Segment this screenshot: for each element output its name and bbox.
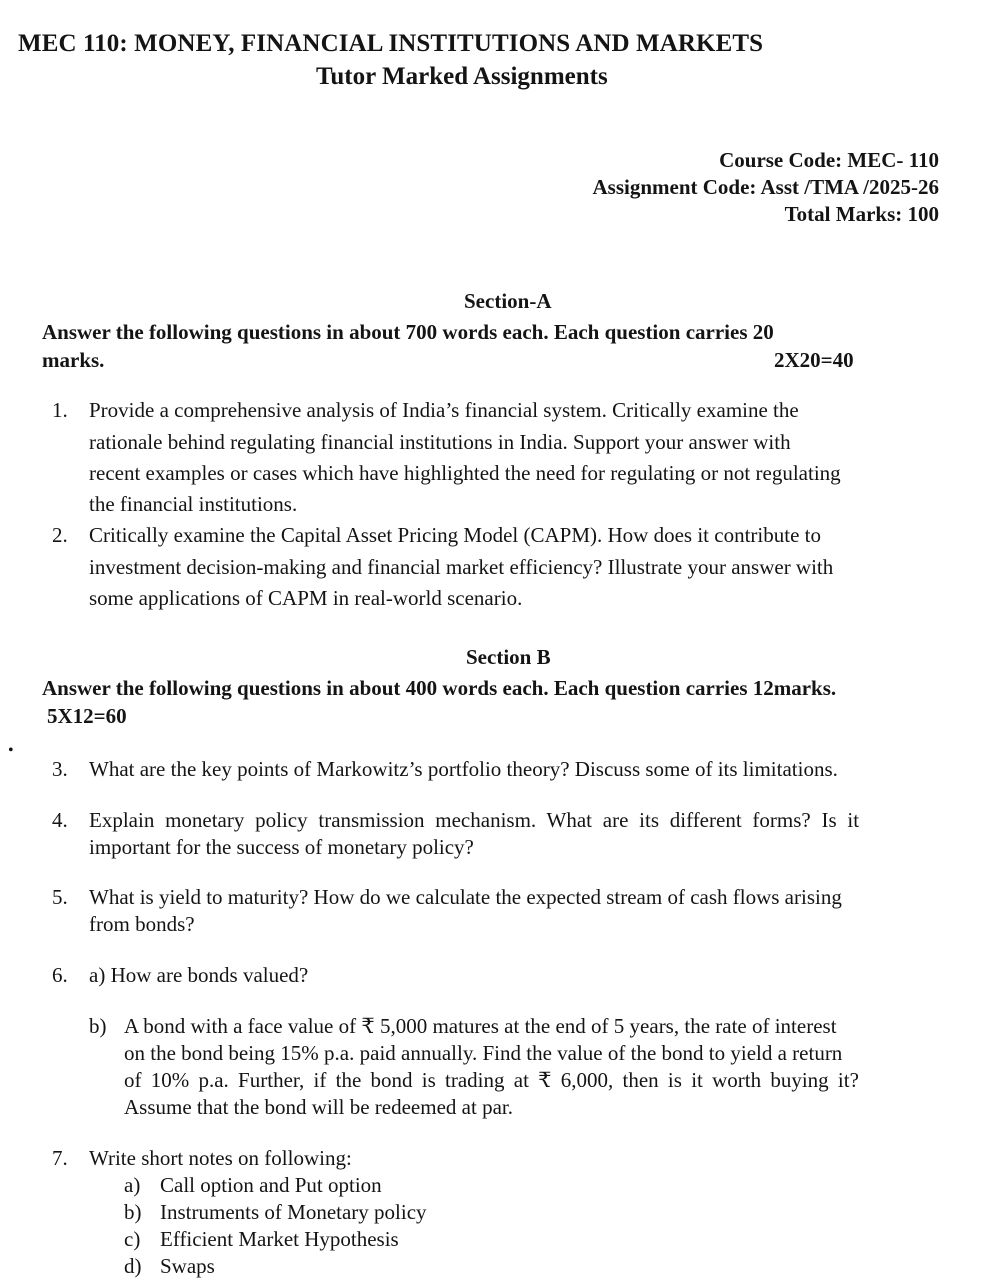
question-7-item-label: a) [124,1173,141,1197]
question-2-line: some applications of CAPM in real-world scenario. [89,586,523,610]
question-6-part-b-line: of 10% p.a. Further, if the bond is trading at ₹ 6,000, then is it worth buying it? [124,1068,859,1092]
question-3-line: What are the key points of Markowitz’s portfolio theory? Discuss some of its limitations. [89,757,838,781]
question-2-number: 2. [52,523,68,547]
question-2-line: investment decision-making and financial market efficiency? Illustrate your answer with [89,555,834,579]
question-6-part-b-line: Assume that the bond will be redeemed at par. [124,1095,513,1119]
question-7-item-label: c) [124,1227,141,1251]
section-b-marks: 5X12=60 [47,704,127,728]
course-code: Course Code: MEC- 110 [719,148,939,172]
question-6-number: 6. [52,963,68,987]
question-1-line: Provide a comprehensive analysis of India’s financial system. Critically examine the [89,398,799,422]
question-1-line: recent examples or cases which have highlighted the need for regulating or not regulating [89,461,841,485]
question-7-item-label: d) [124,1254,142,1278]
question-6-part-b-label: b) [89,1014,107,1038]
question-5-number: 5. [52,885,68,909]
question-5-line: from bonds? [89,912,195,936]
question-1-number: 1. [52,398,68,422]
question-7-number: 7. [52,1146,68,1170]
question-2-line: Critically examine the Capital Asset Pricing Model (CAPM). How does it contribute to [89,523,821,547]
question-6-part-a: a) How are bonds valued? [89,963,309,987]
document-subtitle: Tutor Marked Assignments [316,63,608,90]
question-5-line: What is yield to maturity? How do we calculate the expected stream of cash flows arising [89,885,842,909]
question-7-item-text: Swaps [160,1254,215,1278]
question-3-number: 3. [52,757,68,781]
question-4-line: Explain monetary policy transmission mechanism. What are its different forms? Is it [89,808,860,832]
question-6-part-b-line: A bond with a face value of ₹ 5,000 matures at the end of 5 years, the rate of interest [124,1014,837,1038]
question-1-line: the financial institutions. [89,492,298,516]
section-a-title: Section-A [464,289,552,313]
question-7-item-text: Instruments of Monetary policy [160,1200,427,1224]
question-7-item-text: Call option and Put option [160,1173,382,1197]
question-7-intro: Write short notes on following: [89,1146,352,1170]
section-a-instruction-line2: marks. [42,348,105,372]
question-7-item-label: b) [124,1200,142,1224]
assignment-code: Assignment Code: Asst /TMA /2025-26 [592,175,939,199]
section-a-instruction-line1: Answer the following questions in about 700 words each. Each question carries 20 [42,320,774,344]
question-1-line: rationale behind regulating financial institutions in India. Support your answer with [89,430,791,454]
question-6-part-b-line: on the bond being 15% p.a. paid annually. Find the value of the bond to yield a return [124,1041,843,1065]
total-marks: Total Marks: 100 [784,202,939,226]
document-title: MEC 110: MONEY, FINANCIAL INSTITUTIONS AND MARKETS [18,30,764,57]
section-a-marks: 2X20=40 [774,348,854,372]
question-7-item-text: Efficient Market Hypothesis [160,1227,399,1251]
question-4-line: important for the success of monetary policy? [89,835,474,859]
margin-mark: • [8,742,14,759]
section-b-instruction: Answer the following questions in about 400 words each. Each question carries 12marks. [42,676,837,700]
question-4-number: 4. [52,808,68,832]
section-b-title: Section B [466,645,551,669]
